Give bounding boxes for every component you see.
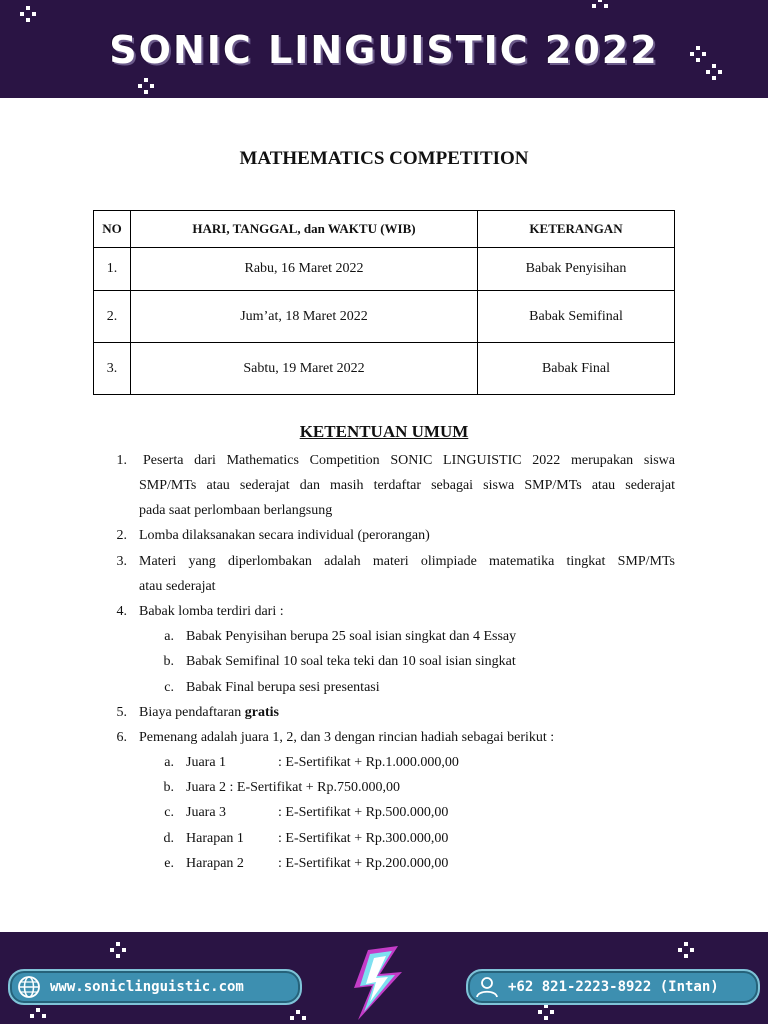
website-pill[interactable] xyxy=(8,969,302,1005)
footer-banner xyxy=(0,932,768,1024)
list-item-text: Peserta dari Mathematics Competition SONIC LINGUISTIC 2022 merupakan siswa xyxy=(143,453,675,468)
sub-letter: e. xyxy=(164,856,174,871)
header-banner xyxy=(0,0,768,98)
sub-letter: c. xyxy=(164,680,174,695)
globe-icon xyxy=(16,974,42,1000)
row-date: Sabtu, 19 Maret 2022 xyxy=(131,343,478,395)
list-number: 4. xyxy=(116,604,127,619)
fee-value: gratis xyxy=(244,705,279,720)
prize-label: Juara 2 : E-Sertifikat + Rp.750.000,00 xyxy=(186,780,400,795)
prize-value: : E-Sertifikat + Rp.200.000,00 xyxy=(278,856,449,871)
list-item-text: Babak lomba terdiri dari : xyxy=(139,604,284,619)
pixel-sparkle-icon xyxy=(30,1008,46,1024)
rules-title: KETENTUAN UMUM xyxy=(299,422,469,441)
document-title: MATHEMATICS COMPETITION xyxy=(239,148,529,169)
header-no: NO xyxy=(94,211,131,248)
sub-letter: b. xyxy=(163,654,174,669)
pixel-sparkle-icon xyxy=(592,0,608,14)
row-note: Babak Semifinal xyxy=(478,291,675,343)
contact-phone[interactable]: +62 821-2223-8922 (Intan) xyxy=(508,979,719,995)
sub-letter: d. xyxy=(163,831,174,846)
pixel-sparkle-icon xyxy=(20,6,36,22)
list-number: 5. xyxy=(116,705,127,720)
row-number: 2. xyxy=(94,291,131,343)
website-link[interactable]: www.soniclinguistic.com xyxy=(50,979,244,995)
pixel-sparkle-icon xyxy=(110,942,126,958)
sub-letter: a. xyxy=(164,755,174,770)
table-row xyxy=(94,343,675,395)
prize-value: : E-Sertifikat + Rp.500.000,00 xyxy=(278,805,449,820)
event-title: SONIC LINGUISTIC 2022 xyxy=(109,28,659,72)
header-date: HARI, TANGGAL, dan WAKTU (WIB) xyxy=(131,211,478,248)
prize-label: Harapan 1 xyxy=(186,831,244,846)
list-number: 3. xyxy=(116,554,127,569)
list-number: 1. xyxy=(116,453,127,468)
sub-item-text: Babak Final berupa sesi presentasi xyxy=(186,680,380,695)
sub-letter: b. xyxy=(163,780,174,795)
logo-icon xyxy=(340,944,420,1022)
fee-label: Biaya pendaftaran xyxy=(139,705,242,720)
pixel-sparkle-icon xyxy=(706,64,722,80)
prize-value: : E-Sertifikat + Rp.1.000.000,00 xyxy=(278,755,459,770)
prize-value: : E-Sertifikat + Rp.300.000,00 xyxy=(278,831,449,846)
pixel-sparkle-icon xyxy=(678,942,694,958)
sub-item-text: Babak Semifinal 10 soal teka teki dan 10 soal isian singkat xyxy=(186,654,516,669)
sub-item-text: Babak Penyisihan berupa 25 soal isian singkat dan 4 Essay xyxy=(186,629,517,644)
prize-label: Juara 1 xyxy=(186,755,227,770)
list-item-text: Lomba dilaksanakan secara individual (perorangan) xyxy=(139,528,430,543)
schedule-table xyxy=(93,210,675,395)
list-number: 6. xyxy=(116,730,127,745)
row-number: 3. xyxy=(94,343,131,395)
sub-letter: c. xyxy=(164,805,174,820)
prize-label: Juara 3 xyxy=(186,805,227,820)
row-number: 1. xyxy=(94,248,131,291)
phone-pill[interactable] xyxy=(466,969,760,1005)
table-row xyxy=(94,248,675,291)
row-date: Rabu, 16 Maret 2022 xyxy=(131,248,478,291)
user-icon xyxy=(474,974,500,1000)
list-item-text xyxy=(139,705,279,721)
list-item-text: Pemenang adalah juara 1, 2, dan 3 dengan rincian hadiah sebagai berikut : xyxy=(139,730,555,745)
list-item-text: pada saat perlombaan berlangsung xyxy=(139,503,333,518)
sub-letter: a. xyxy=(164,629,174,644)
table-row xyxy=(94,291,675,343)
header-note: KETERANGAN xyxy=(478,211,675,248)
row-note: Babak Penyisihan xyxy=(478,248,675,291)
list-item-text: atau sederajat xyxy=(139,579,216,594)
table-header-row xyxy=(94,211,675,248)
pixel-sparkle-icon xyxy=(690,46,706,62)
list-item-text: Materi yang diperlombakan adalah materi olimpiade matematika tingkat SMP/MTs xyxy=(139,554,675,569)
prize-label: Harapan 2 xyxy=(186,856,244,871)
row-note: Babak Final xyxy=(478,343,675,395)
pixel-sparkle-icon xyxy=(538,1004,554,1020)
pixel-sparkle-icon xyxy=(138,78,154,94)
list-number: 2. xyxy=(116,528,127,543)
list-item-text: SMP/MTs atau sederajat dan masih terdaftar sebagai siswa SMP/MTs atau sederajat xyxy=(139,478,675,493)
row-date: Jum’at, 18 Maret 2022 xyxy=(131,291,478,343)
